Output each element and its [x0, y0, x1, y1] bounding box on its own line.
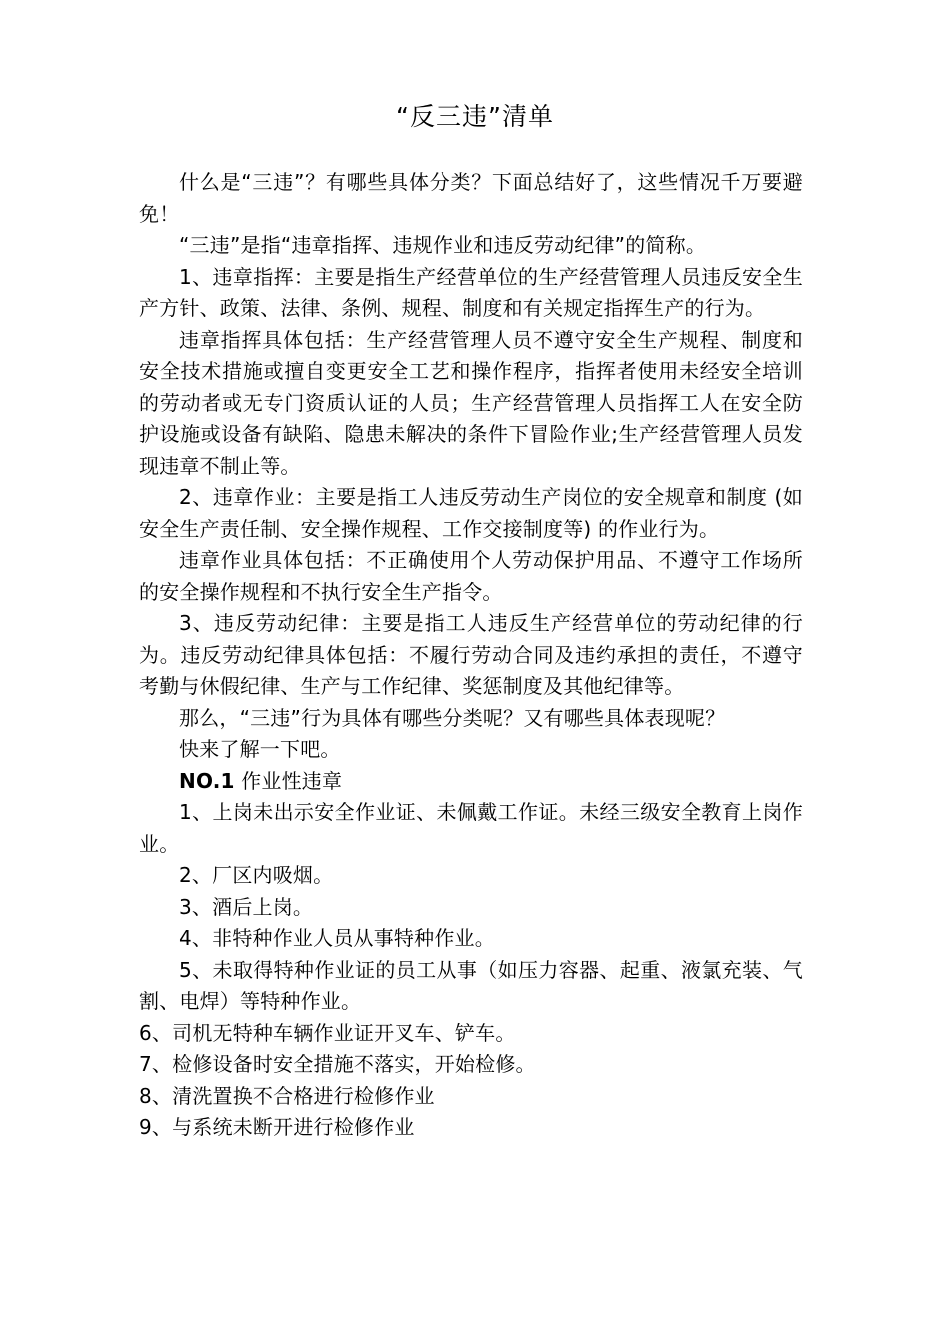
- list-item: 1、上岗未出示安全作业证、未佩戴工作证。未经三级安全教育上岗作业。: [139, 800, 803, 856]
- list-item: 6、司机无特种车辆作业证开叉车、铲车。: [139, 1020, 516, 1045]
- section-heading: [139, 766, 803, 798]
- paragraph-violation-command-details: 违章指挥具体包括：生产经营管理人员不遵守安全生产规程、制度和安全技术措施或擅自变更安全工艺和操作程序，指挥者使用未经安全培训的劳动者或无专门资质认证的人员；生产经营管理人员指挥工人在安全防护设施或设备有缺陷、隐患未解决的条件下冒险作业;生产经营管理人员发现违章不制止等。: [139, 327, 803, 478]
- paragraph-violation-operation: 2、违章作业：主要是指工人违反劳动生产岗位的安全规章和制度 (如安全生产责任制、安全操作规程、工作交接制度等) 的作业行为。: [139, 485, 803, 541]
- list-item: 5、未取得特种作业证的员工从事（如压力容器、起重、液氯充装、气割、电焊）等特种作业。: [139, 957, 803, 1013]
- paragraph-violation-command: 1、违章指挥：主要是指生产经营单位的生产经营管理人员违反安全生产方针、政策、法律、条例、规程、制度和有关规定指挥生产的行为。: [139, 264, 803, 320]
- section-heading-lead: NO.1: [179, 768, 235, 793]
- list-item: 2、厂区内吸烟。: [179, 863, 334, 887]
- list-item: 7、检修设备时安全措施不落实，开始检修。: [139, 1052, 536, 1076]
- paragraph-intro: 什么是“三违”？有哪些具体分类？下面总结好了，这些情况千万要避免！: [139, 170, 803, 226]
- paragraph-labor-discipline: 3、违反劳动纪律：主要是指工人违反生产经营单位的劳动纪律的行为。违反劳动纪律具体包括：不履行劳动合同及违约承担的责任，不遵守考勤与休假纪律、生产与工作纪律、奖惩制度及其他纪律等。: [139, 611, 803, 698]
- list-item: 9、与系统未断开进行检修作业: [139, 1115, 415, 1139]
- list-item: 8、清洗置换不合格进行检修作业: [139, 1083, 435, 1108]
- paragraph-definition: “三违”是指“违章指挥、违规作业和违反劳动纪律”的简称。: [179, 233, 707, 257]
- document-title: “反三违”清单: [396, 102, 554, 131]
- list-item: 4、非特种作业人员从事特种作业。: [179, 926, 495, 950]
- document-body: [139, 167, 803, 1144]
- list-item: 3、酒后上岗。: [179, 894, 314, 919]
- paragraph-lets-learn: 快来了解一下吧。: [179, 737, 341, 761]
- section-heading-text: 作业性违章: [234, 768, 343, 793]
- paragraph-question: 那么，“三违”行为具体有哪些分类呢？又有哪些具体表现呢？: [179, 705, 726, 730]
- paragraph-violation-operation-details: 违章作业具体包括：不正确使用个人劳动保护用品、不遵守工作场所的安全操作规程和不执行安全生产指令。: [139, 548, 803, 604]
